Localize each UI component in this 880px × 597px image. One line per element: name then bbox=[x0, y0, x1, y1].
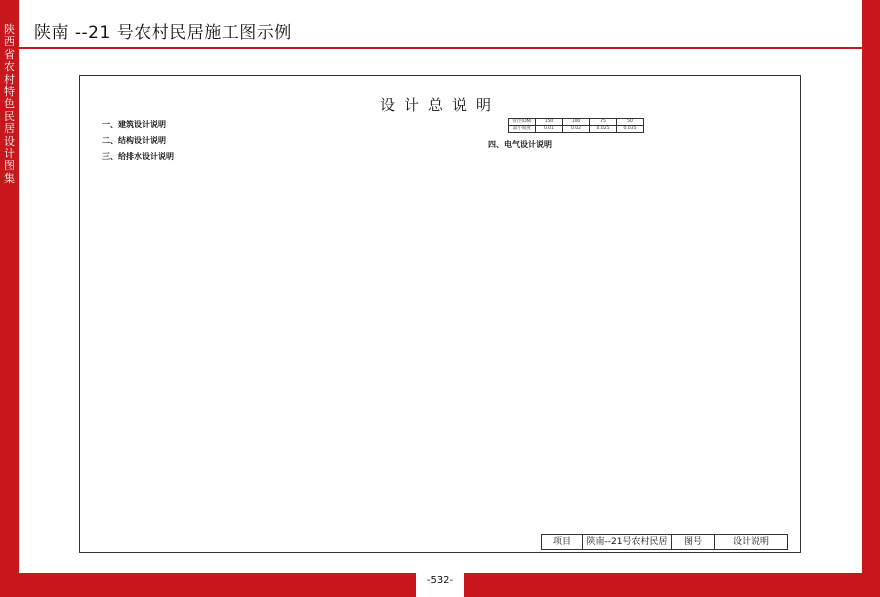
sidebar-title: 陕西省农村特色民居设计图集 bbox=[4, 23, 15, 185]
page-title: 陕南 --21 号农村民居施工图示例 bbox=[34, 23, 292, 43]
table-row bbox=[509, 126, 644, 133]
table-cell: 管径(DN) bbox=[509, 119, 536, 126]
title-block bbox=[541, 534, 788, 550]
table-cell: 0.01 bbox=[536, 126, 563, 133]
section-heading: 三、给排水设计说明 bbox=[102, 152, 174, 161]
section-heading: 四、电气设计说明 bbox=[488, 140, 552, 149]
table-cell: 150 bbox=[536, 119, 563, 126]
header-divider bbox=[19, 47, 862, 49]
table-cell: 0.02 bbox=[563, 126, 590, 133]
table-cell: 最小坡度 bbox=[509, 126, 536, 133]
sheet-title: 设计总说明 bbox=[379, 96, 500, 114]
page-number: -532- bbox=[426, 575, 454, 586]
title-block-drawing-label: 图号 bbox=[672, 535, 715, 549]
footer-band-right bbox=[464, 573, 880, 597]
right-edge-band bbox=[862, 0, 880, 597]
drawing-sheet bbox=[79, 75, 801, 553]
table-cell: 75 bbox=[590, 119, 617, 126]
table-cell: 0.035 bbox=[617, 126, 644, 133]
title-block-project-value: 陕南--21号农村民居 bbox=[583, 535, 672, 549]
table-cell: 100 bbox=[563, 119, 590, 126]
table-cell: 0.025 bbox=[590, 126, 617, 133]
footer-band-left bbox=[0, 573, 416, 597]
left-column bbox=[102, 116, 484, 164]
table-row bbox=[509, 119, 644, 126]
right-column bbox=[488, 116, 788, 152]
pipe-slope-table bbox=[508, 118, 644, 133]
title-block-project-label: 项目 bbox=[542, 535, 583, 549]
section-heading: 二、结构设计说明 bbox=[102, 136, 166, 145]
section-heading: 一、建筑设计说明 bbox=[102, 120, 166, 129]
title-block-drawing-value: 设计说明 bbox=[732, 537, 769, 547]
table-cell: 50 bbox=[617, 119, 644, 126]
sidebar-band bbox=[0, 0, 19, 597]
